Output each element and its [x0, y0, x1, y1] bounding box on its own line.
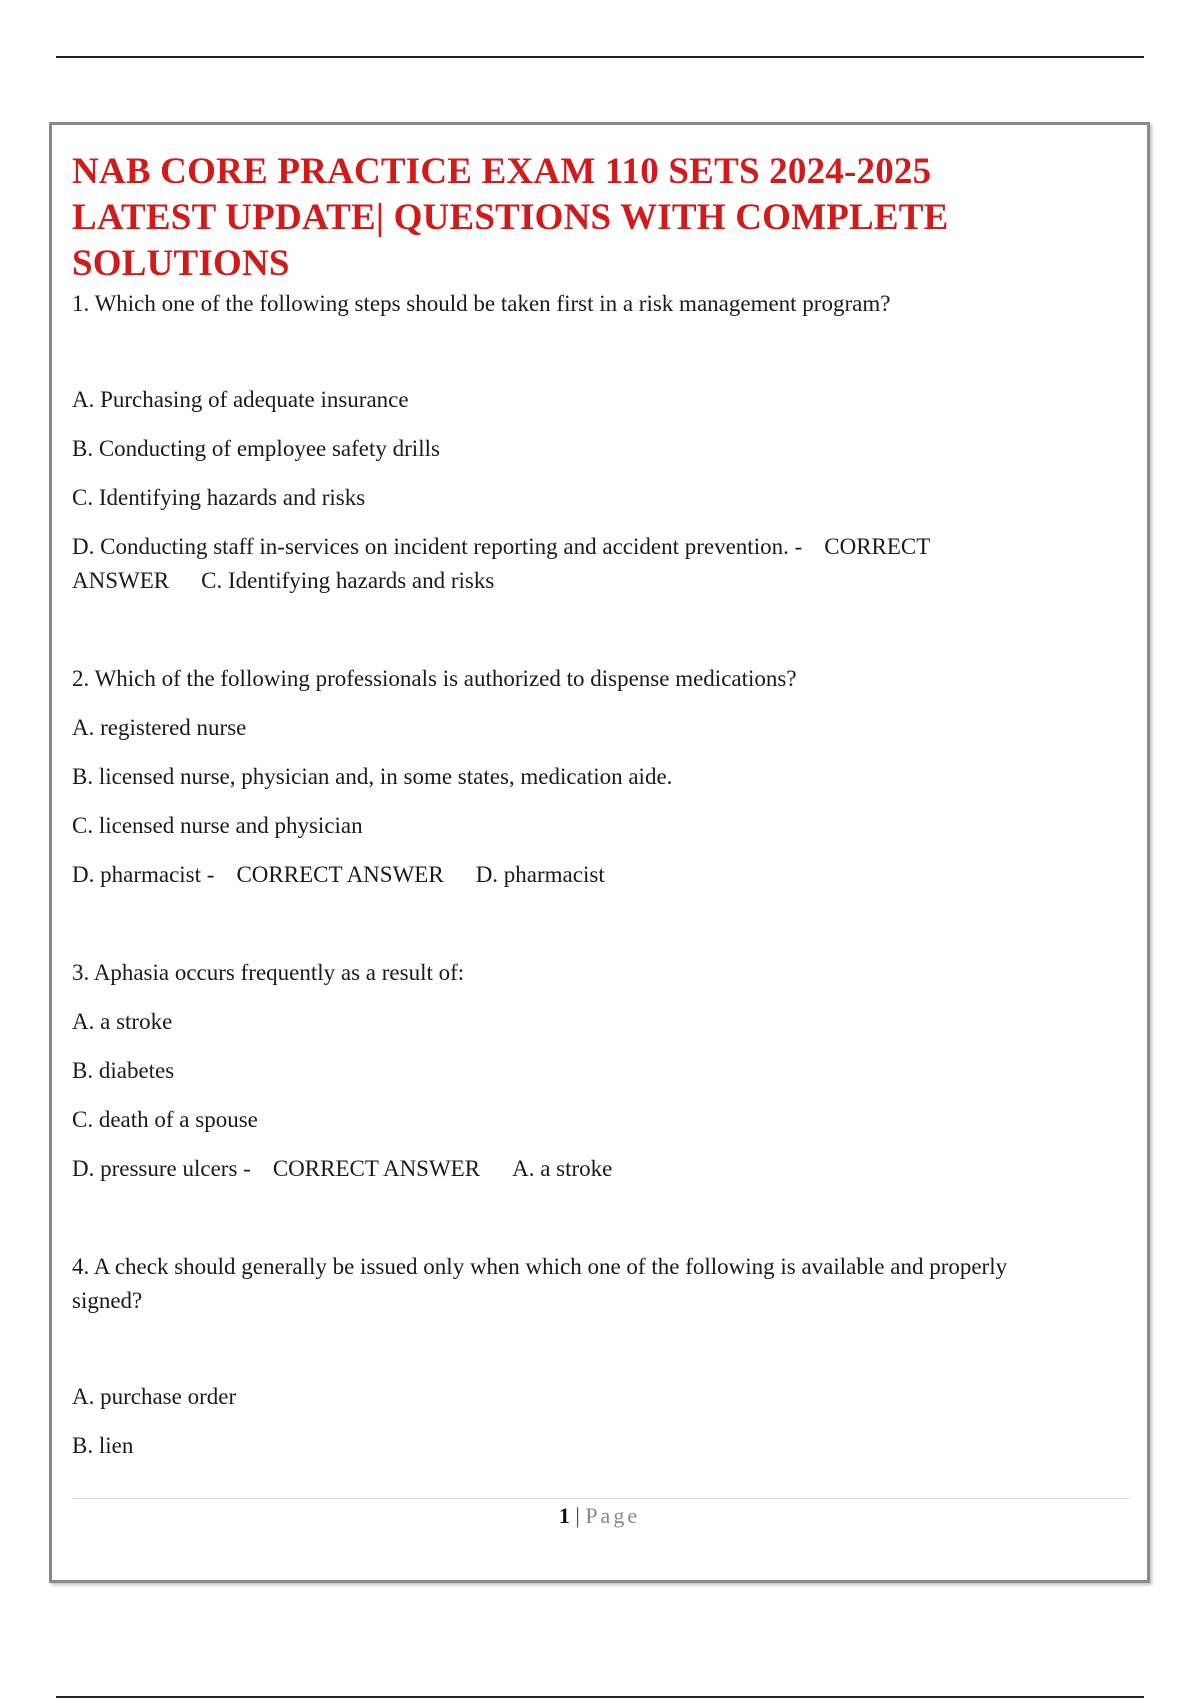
question-1-option-a: A. Purchasing of adequate insurance	[72, 387, 409, 412]
question-1-option-d-text: D. Conducting staff in-services on incident reporting and accident prevention. -	[72, 534, 803, 559]
question-4-text-line-2: signed?	[72, 1288, 143, 1313]
question-2-option-c: C. licensed nurse and physician	[72, 813, 363, 838]
question-4-text	[72, 1250, 1112, 1318]
question-2-text: 2. Which of the following professionals is authorized to dispense medications?	[72, 666, 797, 691]
title-line-2: LATEST UPDATE| QUESTIONS WITH COMPLETE	[72, 197, 949, 238]
page-footer	[52, 1503, 1147, 1529]
footer-rule	[72, 1498, 1130, 1499]
question-1-correct-label-b: ANSWER	[72, 568, 170, 593]
page-content	[72, 149, 1112, 1463]
question-2-correct-label: CORRECT ANSWER	[236, 862, 444, 887]
top-rule	[56, 56, 1144, 58]
bottom-rule	[56, 1696, 1144, 1698]
question-1-correct-label-a: CORRECT	[824, 534, 931, 559]
question-1-text: 1. Which one of the following steps should be taken first in a risk management program?	[72, 291, 891, 316]
question-4-option-a: A. purchase order	[72, 1384, 237, 1409]
question-3-option-c: C. death of a spouse	[72, 1107, 258, 1132]
question-2-option-d	[72, 858, 1112, 892]
question-2-answer: D. pharmacist	[475, 862, 605, 887]
page-label: Page	[585, 1503, 641, 1528]
question-4	[72, 1250, 1112, 1463]
question-2	[72, 662, 1112, 892]
question-3-option-b: B. diabetes	[72, 1058, 175, 1083]
question-4-text-line-1: 4. A check should generally be issued only when which one of the following is available and properly	[72, 1254, 1008, 1279]
page-separator: |	[575, 1503, 580, 1528]
question-2-option-a: A. registered nurse	[72, 715, 247, 740]
document-title	[72, 149, 1112, 287]
question-3	[72, 956, 1112, 1186]
question-3-option-a: A. a stroke	[72, 1009, 173, 1034]
question-3-option-d-text: D. pressure ulcers -	[72, 1156, 251, 1181]
document-page	[49, 122, 1150, 1583]
question-2-option-d-text: D. pharmacist -	[72, 862, 215, 887]
title-line-1: NAB CORE PRACTICE EXAM 110 SETS 2024-2025	[72, 151, 932, 192]
question-3-correct-label: CORRECT ANSWER	[272, 1156, 481, 1181]
question-1-option-c: C. Identifying hazards and risks	[72, 485, 366, 510]
question-1-option-b: B. Conducting of employee safety drills	[72, 436, 440, 461]
page-number: 1	[558, 1503, 570, 1528]
question-1-answer: C. Identifying hazards and risks	[201, 568, 495, 593]
question-4-option-b: B. lien	[72, 1433, 134, 1458]
title-line-3: SOLUTIONS	[72, 243, 290, 284]
question-2-option-b: B. licensed nurse, physician and, in some states, medication aide.	[72, 764, 673, 789]
question-1-option-d	[72, 530, 1112, 598]
question-3-option-d	[72, 1152, 1112, 1186]
question-3-answer: A. a stroke	[512, 1156, 613, 1181]
question-3-text: 3. Aphasia occurs frequently as a result of:	[72, 960, 465, 985]
question-1	[72, 287, 1112, 598]
